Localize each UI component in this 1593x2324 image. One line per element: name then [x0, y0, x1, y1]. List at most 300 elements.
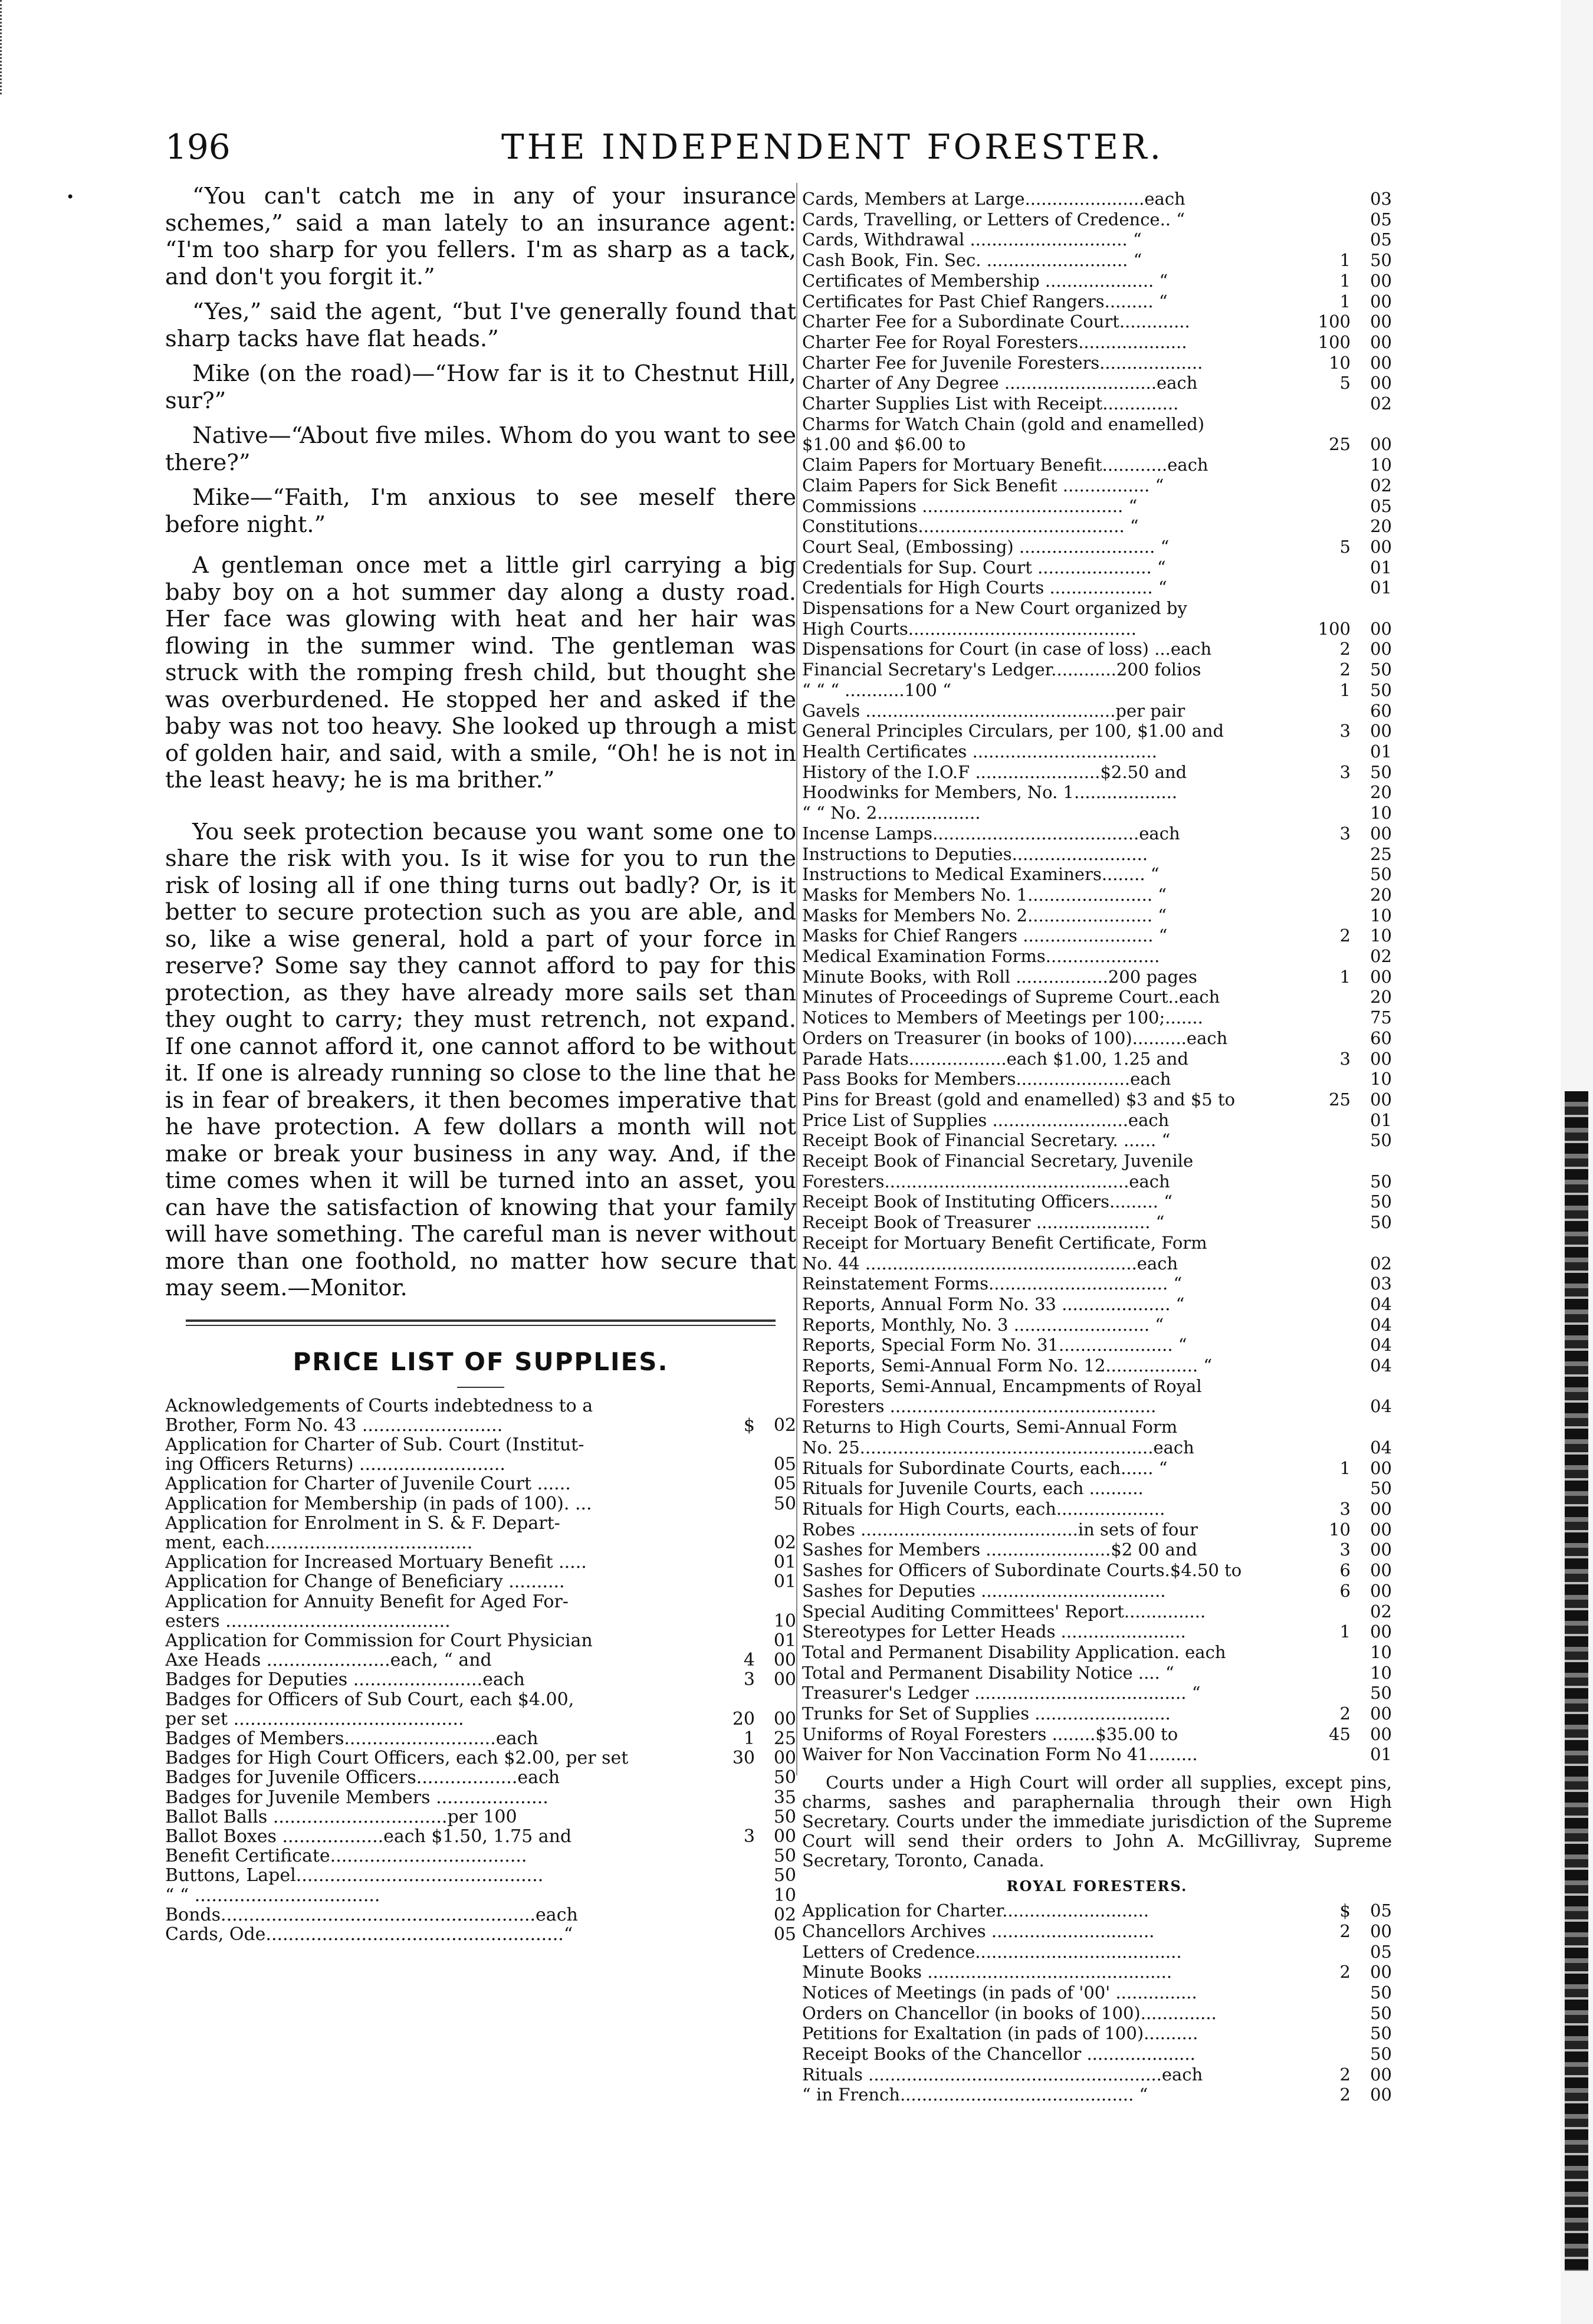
joke-mike-reply: Mike—“Faith, I'm anxious to see meself there before night.”	[165, 484, 796, 538]
item-cents: 05	[773, 1923, 796, 1945]
item-cents: 02	[773, 1532, 796, 1553]
item-cents: 50	[1370, 1171, 1392, 1191]
item-description: Reports, Semi-Annual, Encampments of Royal	[802, 1376, 1202, 1396]
item-cents: 00	[1370, 1458, 1392, 1478]
item-description: Ballot Balls ...............................per 100	[165, 1807, 517, 1827]
item-description: Buttons, Lapel............................................	[165, 1866, 544, 1886]
price-item	[165, 1846, 796, 1866]
price-item	[165, 1729, 796, 1748]
item-cents: 20	[1370, 782, 1392, 803]
item-cents: 35	[773, 1787, 796, 1808]
joke-agent-reply: “Yes,” said the agent, “but I've generally found that sharp tacks have flat heads.”	[165, 298, 796, 352]
item-description: per set .........................................	[165, 1709, 464, 1729]
item-description: $1.00 and $6.00 to	[802, 434, 966, 455]
item-cents: 50	[773, 1865, 796, 1886]
item-description: Application for Membership (in pads of 100). ...	[165, 1493, 592, 1514]
item-cents: 10	[1370, 1642, 1392, 1662]
item-description: Petitions for Exaltation (in pads of 100)..........	[802, 2023, 1198, 2044]
right-column	[802, 189, 1392, 2105]
item-description: Special Auditing Committees' Report...............	[802, 1601, 1206, 1621]
item-cents: 20	[1370, 516, 1392, 537]
item-cents: 25	[1370, 843, 1392, 864]
item-description: Receipt Book of Instituting Officers......... “	[802, 1191, 1173, 1212]
item-description: Brother, Form No. 43 .........................	[165, 1415, 503, 1435]
royal-foresters-list	[802, 1900, 1392, 2105]
price-item	[802, 2064, 1392, 2085]
item-description: Constitutions...................................... “	[802, 516, 1139, 537]
item-dollars: 20	[732, 1708, 755, 1729]
item-description: Instructions to Deputies.........................	[802, 843, 1148, 864]
item-cents: 01	[1370, 1110, 1392, 1130]
item-description: Receipt for Mortuary Benefit Certificate, Form	[802, 1232, 1207, 1253]
price-item	[802, 598, 1392, 619]
price-item	[802, 1703, 1392, 1724]
item-cents: 01	[773, 1552, 796, 1573]
item-dollars: 30	[732, 1748, 755, 1769]
item-cents: 10	[1370, 905, 1392, 925]
section-divider-thin	[186, 1325, 776, 1326]
item-description: Pins for Breast (gold and enamelled) $3 and $5 to	[802, 1089, 1236, 1110]
item-cents: 00	[1370, 1540, 1392, 1560]
item-cents: 02	[1370, 393, 1392, 414]
price-item	[802, 1089, 1392, 1110]
item-description: Badges of Members...........................each	[165, 1728, 538, 1749]
price-item	[802, 1294, 1392, 1315]
item-description: Reports, Special Form No. 31..................... “	[802, 1335, 1187, 1355]
item-description: Application for Charter...........................	[802, 1900, 1149, 1921]
price-item	[802, 987, 1392, 1007]
item-description: Charms for Watch Chain (gold and enamelled)	[802, 413, 1205, 434]
item-cents: 00	[1370, 823, 1392, 843]
item-cents: 00	[1370, 966, 1392, 987]
price-item	[802, 803, 1392, 823]
price-item	[165, 1611, 796, 1631]
item-dollars: 1	[1339, 250, 1351, 271]
item-description: Sashes for Members .......................$2 00 and	[802, 1540, 1198, 1560]
item-description: Foresters .................................................	[802, 1396, 1157, 1417]
price-item	[802, 701, 1392, 721]
price-item	[802, 1601, 1392, 1622]
page-header	[165, 127, 1386, 168]
price-item	[802, 434, 1392, 455]
item-cents: 00	[1370, 1621, 1392, 1642]
item-cents: 00	[1370, 311, 1392, 332]
item-cents: 04	[1370, 1314, 1392, 1335]
price-item	[165, 1416, 796, 1435]
item-dollars: $	[743, 1414, 755, 1436]
item-description: Total and Permanent Disability Notice .... “	[802, 1662, 1174, 1683]
item-cents: 05	[1370, 495, 1392, 516]
running-title: THE INDEPENDENT FORESTER.	[501, 127, 1164, 167]
item-cents: 10	[773, 1610, 796, 1632]
item-description: No. 25......................................................each	[802, 1437, 1194, 1458]
item-dollars: 2	[1339, 925, 1351, 946]
item-cents: 00	[1370, 2085, 1392, 2105]
item-dollars: 6	[1339, 1560, 1351, 1581]
item-dollars: 1	[1339, 966, 1351, 987]
item-description: Rituals ......................................................each	[802, 2064, 1203, 2085]
item-cents: 00	[1370, 270, 1392, 291]
item-description: Axe Heads ......................each, “ and	[165, 1650, 492, 1670]
item-description: Reports, Monthly, No. 3 ......................... “	[802, 1314, 1164, 1335]
item-description: Rituals for Juvenile Courts, each ..........	[802, 1478, 1144, 1499]
item-description: Cards, Travelling, or Letters of Credence.. “	[802, 209, 1185, 229]
item-cents: 00	[1370, 331, 1392, 352]
item-cents: 01	[773, 1630, 796, 1651]
item-dollars: 100	[1318, 331, 1351, 352]
price-item	[802, 1253, 1392, 1274]
item-description: Ballot Boxes ..................each $1.50, 1.75 and	[165, 1826, 572, 1847]
item-cents: 50	[1370, 659, 1392, 680]
item-cents: 50	[773, 1806, 796, 1827]
price-item	[802, 1642, 1392, 1663]
price-item	[802, 1110, 1392, 1131]
item-cents: 02	[1370, 1253, 1392, 1273]
item-cents: 50	[1370, 680, 1392, 700]
price-item	[165, 1709, 796, 1729]
item-description: Certificates for Past Chief Rangers......... “	[802, 291, 1168, 311]
item-description: Charter Fee for Juvenile Foresters...................	[802, 352, 1203, 373]
item-description: Waiver for Non Vaccination Form No 41.........	[802, 1744, 1198, 1765]
item-description: Reinstatement Forms................................. “	[802, 1273, 1183, 1294]
item-description: Robes ........................................in sets of four	[802, 1519, 1198, 1540]
price-item	[802, 1273, 1392, 1294]
item-description: Application for Increased Mortuary Benefit .....	[165, 1552, 587, 1573]
item-cents: 00	[773, 1748, 796, 1769]
price-item	[802, 1744, 1392, 1765]
item-description: Application for Charter of Sub. Court (Institut-	[165, 1435, 584, 1455]
item-dollars: 25	[1329, 434, 1351, 455]
price-item	[802, 209, 1392, 230]
item-cents: 05	[773, 1454, 796, 1475]
item-dollars: 3	[743, 1669, 755, 1691]
item-cents: 04	[1370, 1294, 1392, 1314]
price-item	[802, 946, 1392, 967]
item-dollars: 2	[1339, 659, 1351, 680]
item-dollars: 4	[743, 1650, 755, 1671]
price-item	[165, 1455, 796, 1474]
item-description: Receipt Book of Treasurer ..................... “	[802, 1212, 1165, 1233]
protection-paragraph: You seek protection because you want some one to share the risk with you. Is it wise for you to run the risk of losing all if one thing turns out badly? Or, is it better to secure protection such as you are able, and so, like a wise general, hold a part of your force in reserve? Some say they cannot afford to pay for this protection, as they have already more sails set than they ought to carry; they must retrench, not expand. If one cannot afford it, one cannot afford to be without it. If one is already running so close to the line that he is in fear of breakers, it then becomes imperative that he have protection. A few dollars a month will not make or break your business in any way. And, if the time comes when it will be turned into an asset, you can have the satisfaction of knowing that your family will have something. The careful man is never without more than one foothold, no matter how secure that may seem.—Monitor.	[165, 818, 796, 1301]
item-cents: 50	[1370, 250, 1392, 271]
item-cents: 60	[1370, 1028, 1392, 1048]
item-description: ing Officers Returns) ..........................	[165, 1455, 505, 1475]
item-cents: 50	[1370, 2044, 1392, 2064]
price-item	[802, 1900, 1392, 1921]
item-cents: 20	[1370, 884, 1392, 905]
price-item	[802, 1417, 1392, 1437]
item-description: History of the I.O.F .......................$2.50 and	[802, 761, 1187, 782]
price-item	[802, 2023, 1392, 2044]
price-item	[165, 1592, 796, 1611]
price-item	[802, 414, 1392, 435]
price-item	[802, 1335, 1392, 1355]
item-description: Masks for Members No. 1....................... “	[802, 884, 1167, 905]
item-description: Charter Supplies List with Receipt..............	[802, 393, 1179, 414]
item-description: Returns to High Courts, Semi-Annual Form	[802, 1417, 1178, 1437]
price-item	[802, 1069, 1392, 1089]
item-dollars: 100	[1318, 618, 1351, 639]
item-dollars: 10	[1329, 1519, 1351, 1540]
item-description: Receipt Books of the Chancellor ....................	[802, 2044, 1195, 2064]
price-item	[802, 967, 1392, 987]
item-cents: 02	[773, 1904, 796, 1925]
item-cents: 00	[1370, 1048, 1392, 1069]
item-cents: 00	[1370, 639, 1392, 659]
price-item	[802, 353, 1392, 373]
item-description: Pass Books for Members.....................each	[802, 1069, 1171, 1089]
item-cents: 04	[1370, 1396, 1392, 1417]
price-item	[165, 1866, 796, 1885]
price-item	[802, 762, 1392, 783]
price-item	[802, 1724, 1392, 1745]
item-dollars: 10	[1329, 352, 1351, 373]
item-dollars: 3	[1339, 761, 1351, 782]
item-dollars: 1	[1339, 680, 1351, 700]
price-item	[802, 2085, 1392, 2105]
item-description: “ “ “ ...........100 “	[802, 680, 951, 700]
item-description: Charter Fee for a Subordinate Court.............	[802, 311, 1190, 332]
price-item	[802, 1028, 1392, 1049]
item-description: Orders on Chancellor (in books of 100)..............	[802, 2003, 1217, 2023]
price-item	[802, 189, 1392, 209]
item-cents: 50	[1370, 1982, 1392, 2003]
item-description: Cards, Ode.....................................................“	[165, 1924, 573, 1945]
price-item	[802, 1191, 1392, 1212]
scan-edge-marks	[0, 0, 14, 94]
item-cents: 00	[1370, 1580, 1392, 1601]
item-description: Minutes of Proceedings of Supreme Court..each	[802, 987, 1220, 1007]
item-description: Parade Hats..................each $1.00, 1.25 and	[802, 1048, 1189, 1069]
paragraph-gap	[165, 794, 796, 819]
scan-edge-strip	[1561, 0, 1593, 2324]
item-cents: 50	[773, 1846, 796, 1867]
price-item	[165, 1435, 796, 1455]
price-item	[802, 782, 1392, 803]
item-description: Receipt Book of Financial Secretary. ...... “	[802, 1130, 1171, 1151]
item-cents: 00	[1370, 1724, 1392, 1744]
item-dollars: 1	[1339, 270, 1351, 291]
item-description: Badges for Juvenile Officers..................each	[165, 1768, 560, 1788]
section-divider	[186, 1319, 776, 1322]
joke-mike-question: Mike (on the road)—“How far is it to Chestnut Hill, sur?”	[165, 360, 796, 414]
item-cents: 05	[773, 1473, 796, 1495]
item-cents: 02	[773, 1414, 796, 1436]
price-item	[802, 291, 1392, 312]
price-item	[802, 1458, 1392, 1479]
royal-foresters-title: ROYAL FORESTERS.	[1006, 1877, 1188, 1895]
item-description: Badges for Deputies .......................each	[165, 1670, 525, 1690]
price-list-right	[802, 189, 1392, 1765]
price-item	[802, 1376, 1392, 1397]
item-cents: 00	[1370, 1921, 1392, 1941]
price-item	[165, 1552, 796, 1572]
item-cents: 00	[1370, 1499, 1392, 1519]
item-description: High Courts..........................................	[802, 618, 1137, 639]
price-item	[802, 496, 1392, 517]
item-description: Rituals for Subordinate Courts, each...... “	[802, 1458, 1168, 1478]
price-item	[802, 1049, 1392, 1069]
item-dollars: 1	[1339, 1621, 1351, 1642]
item-dollars: 2	[1339, 1703, 1351, 1724]
item-dollars: 2	[1339, 1921, 1351, 1941]
item-description: Total and Permanent Disability Application. each	[802, 1642, 1226, 1662]
item-cents: 00	[773, 1826, 796, 1847]
item-description: Cards, Members at Large......................each	[802, 189, 1185, 209]
price-item	[802, 1130, 1392, 1151]
item-cents: 50	[1370, 1478, 1392, 1499]
price-item	[802, 721, 1392, 741]
item-cents: 02	[1370, 946, 1392, 967]
item-cents: 01	[1370, 577, 1392, 598]
price-item	[165, 1827, 796, 1846]
price-item	[802, 1315, 1392, 1335]
paragraph-gap	[165, 546, 796, 552]
price-item	[802, 1212, 1392, 1233]
item-description: “ in French........................................... “	[802, 2085, 1148, 2105]
price-item	[802, 1499, 1392, 1519]
price-item	[802, 639, 1392, 659]
item-dollars: 25	[1329, 1089, 1351, 1110]
price-item	[802, 537, 1392, 557]
item-description: Dispensations for a New Court organized by	[802, 598, 1187, 619]
item-description: “ “ .................................	[165, 1885, 380, 1905]
item-description: Claim Papers for Mortuary Benefit............each	[802, 455, 1208, 475]
item-cents: 50	[1370, 761, 1392, 782]
price-item	[802, 680, 1392, 701]
item-description: Credentials for High Courts ................... “	[802, 577, 1167, 598]
item-description: Sashes for Officers of Subordinate Courts.$4.50 to	[802, 1560, 1242, 1581]
price-item	[802, 925, 1392, 946]
price-item	[802, 1355, 1392, 1376]
price-item	[802, 1921, 1392, 1942]
item-dollars: 2	[1339, 2085, 1351, 2105]
item-dollars: 3	[1339, 823, 1351, 843]
item-dollars: 1	[743, 1728, 755, 1749]
item-cents: 10	[1370, 803, 1392, 823]
item-description: Minute Books, with Roll .................200 pages	[802, 966, 1197, 987]
left-column	[165, 183, 796, 1944]
item-description: Trunks for Set of Supplies .........................	[802, 1703, 1171, 1724]
item-cents: 50	[773, 1767, 796, 1788]
item-cents: 50	[1370, 1191, 1392, 1212]
price-list-left	[165, 1396, 796, 1945]
item-cents: 02	[1370, 475, 1392, 495]
item-dollars: 2	[1339, 2064, 1351, 2085]
price-item	[802, 250, 1392, 271]
price-item	[802, 1478, 1392, 1499]
item-description: Stereotypes for Letter Heads .......................	[802, 1621, 1186, 1642]
price-item	[802, 1560, 1392, 1581]
item-cents: 01	[773, 1571, 796, 1593]
item-description: Cards, Withdrawal ............................. “	[802, 229, 1142, 250]
item-description: Application for Enrolment in S. & F. Depart-	[165, 1513, 560, 1533]
price-item	[802, 823, 1392, 844]
item-description: Badges for Officers of Sub Court, each $4.00,	[165, 1689, 574, 1709]
item-cents: 10	[773, 1885, 796, 1906]
item-description: Masks for Members No. 2....................... “	[802, 905, 1167, 925]
item-cents: 10	[1370, 925, 1392, 946]
item-cents: 25	[773, 1728, 796, 1749]
item-cents: 03	[1370, 189, 1392, 209]
price-item	[802, 659, 1392, 680]
item-cents: 50	[1370, 1212, 1392, 1233]
item-description: Charter Fee for Royal Foresters....................	[802, 331, 1187, 352]
item-cents: 05	[1370, 1900, 1392, 1921]
item-cents: 00	[1370, 434, 1392, 455]
item-cents: 05	[1370, 229, 1392, 250]
price-item	[165, 1533, 796, 1552]
item-cents: 10	[1370, 455, 1392, 475]
title-rule	[457, 1387, 504, 1388]
item-cents: 00	[1370, 1560, 1392, 1581]
item-description: Application for Annuity Benefit for Aged For-	[165, 1591, 569, 1611]
price-item	[802, 1621, 1392, 1642]
price-item	[802, 475, 1392, 496]
item-cents: 03	[1370, 1273, 1392, 1294]
item-description: Commissions ..................................... “	[802, 495, 1138, 516]
item-description: Certificates of Membership .................... “	[802, 270, 1168, 291]
price-item	[802, 885, 1392, 905]
item-description: Chancellors Archives ..............................	[802, 1921, 1155, 1941]
item-description: Price List of Supplies .........................each	[802, 1110, 1170, 1130]
item-dollars: 1	[1339, 1458, 1351, 1478]
price-item	[802, 229, 1392, 250]
item-cents: 04	[1370, 1437, 1392, 1458]
price-item	[165, 1494, 796, 1514]
item-description: Benefit Certificate...................................	[165, 1846, 527, 1866]
item-description: Rituals for High Courts, each....................	[802, 1499, 1165, 1519]
item-cents: 00	[773, 1650, 796, 1671]
price-item	[802, 1233, 1392, 1253]
price-item	[802, 864, 1392, 885]
item-description: Masks for Chief Rangers ........................ “	[802, 925, 1168, 946]
item-cents: 50	[1370, 2003, 1392, 2023]
price-item	[802, 1437, 1392, 1458]
item-dollars: 3	[1339, 1048, 1351, 1069]
item-cents: 00	[1370, 721, 1392, 741]
item-description: Orders on Treasurer (in books of 100)..........each	[802, 1028, 1228, 1048]
item-description: Uniforms of Royal Foresters ........$35.00 to	[802, 1724, 1178, 1744]
item-dollars: 1	[1339, 291, 1351, 311]
price-item	[802, 332, 1392, 353]
price-item	[165, 1396, 796, 1416]
item-cents: 10	[1370, 1069, 1392, 1089]
item-cents: 00	[1370, 2064, 1392, 2085]
price-item	[802, 271, 1392, 291]
price-item	[802, 1581, 1392, 1601]
item-cents: 05	[1370, 1941, 1392, 1962]
item-description: Court Seal, (Embossing) ......................... “	[802, 536, 1170, 557]
price-item	[802, 455, 1392, 475]
item-description: Badges for High Court Officers, each $2.00, per set	[165, 1748, 629, 1768]
item-description: Cash Book, Fin. Sec. .......................... “	[802, 250, 1142, 271]
item-cents: 04	[1370, 1355, 1392, 1376]
item-description: Acknowledgements of Courts indebtedness to a	[165, 1396, 593, 1416]
item-cents: 00	[1370, 536, 1392, 557]
item-description: Minute Books .............................................	[802, 1962, 1172, 1982]
item-description: Bonds........................................................each	[165, 1905, 578, 1925]
price-item	[165, 1886, 796, 1905]
item-description: No. 44 ..................................................each	[802, 1253, 1178, 1273]
price-item	[802, 1171, 1392, 1192]
price-item	[802, 1151, 1392, 1171]
price-list-title: PRICE LIST OF SUPPLIES.	[293, 1347, 669, 1376]
price-item	[802, 393, 1392, 414]
page-number: 196	[165, 127, 231, 167]
item-description: Treasurer's Ledger ....................................... “	[802, 1683, 1201, 1703]
item-description: General Principles Circulars, per 100, $1.00 and	[802, 721, 1224, 741]
